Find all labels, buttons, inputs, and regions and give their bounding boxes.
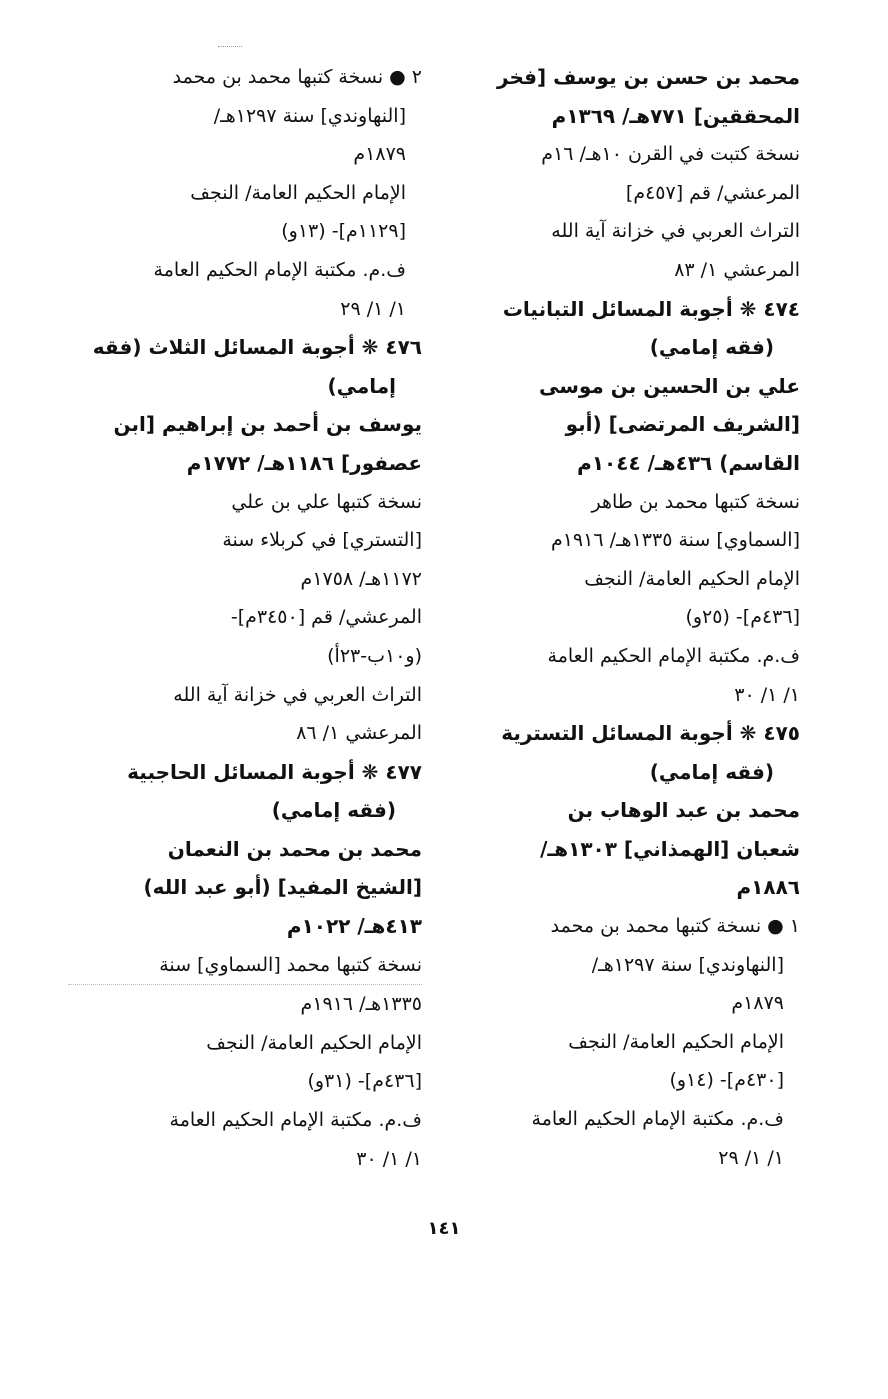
catalog-line: نسخة كتبها محمد بن طاهر bbox=[591, 490, 800, 513]
catalog-line: محمد بن حسن بن يوسف [فخر bbox=[497, 65, 800, 89]
catalog-line: نسخة كتبت في القرن ١٠هـ/ ١٦م bbox=[541, 143, 800, 166]
catalog-line: يوسف بن أحمد بن إبراهيم [ابن bbox=[113, 412, 422, 437]
catalog-line: المرعشي/ قم [٤٥٧م] bbox=[625, 181, 800, 204]
catalog-line: ف.م. مكتبة الإمام الحكيم العامة bbox=[531, 1108, 784, 1131]
catalog-line: القاسم) ٤٣٦هـ/ ١٠٤٤م bbox=[577, 450, 800, 475]
top-dotted-mark bbox=[218, 46, 242, 47]
catalog-line: [٤٣٦م]- (٢٥و) bbox=[685, 606, 800, 629]
catalog-line: ف.م. مكتبة الإمام الحكيم العامة bbox=[153, 258, 406, 281]
catalog-line: عصفور] ١١٨٦هـ/ ١٧٧٢م bbox=[186, 450, 422, 475]
catalog-line: ١٨٨٦م bbox=[736, 875, 800, 900]
catalog-line: علي بن الحسين بن موسى bbox=[538, 373, 800, 398]
catalog-line: ١/ ١/ ٣٠ bbox=[356, 1147, 422, 1170]
catalog-line: ٤١٣هـ/ ١٠٢٢م bbox=[286, 914, 422, 939]
catalog-line: [الشيخ المفيد] (أبو عبد الله) bbox=[143, 875, 422, 900]
catalog-line: المحققين] ٧٧١هـ/ ١٣٦٩م bbox=[551, 103, 800, 128]
catalog-line: [السماوي] سنة ١٣٣٥هـ/ ١٩١٦م bbox=[550, 529, 800, 552]
catalog-line: شعبان [الهمذاني] ١٣٠٣هـ/ bbox=[540, 836, 800, 861]
catalog-line: الإمام الحكيم العامة/ النجف bbox=[190, 181, 406, 204]
catalog-line: ١/ ١/ ٢٩ bbox=[340, 297, 406, 320]
catalog-line: محمد بن عبد الوهاب بن bbox=[567, 798, 800, 823]
catalog-line: الإمام الحكيم العامة/ النجف bbox=[568, 1030, 784, 1053]
catalog-line: ٢ ● نسخة كتبها محمد بن محمد bbox=[172, 66, 422, 88]
catalog-line: (فقه إمامي) bbox=[649, 335, 774, 360]
catalog-line: ١١٧٢هـ/ ١٧٥٨م bbox=[300, 567, 422, 590]
right-column bbox=[444, 58, 800, 1177]
catalog-line: المرعشي ١/ ٨٣ bbox=[674, 258, 800, 281]
catalog-line: المرعشي ١/ ٨٦ bbox=[296, 722, 422, 745]
catalog-line: نسخة كتبها محمد [السماوي] سنة bbox=[68, 946, 422, 986]
catalog-line: [النهاوندي] سنة ١٢٩٧هـ/ bbox=[591, 953, 784, 976]
catalog-line: إمامي) bbox=[327, 373, 396, 398]
page-number: ١٤١ bbox=[427, 1218, 461, 1239]
catalog-line: محمد بن محمد بن النعمان bbox=[167, 836, 422, 861]
catalog-line: الإمام الحكيم العامة/ النجف bbox=[206, 1031, 422, 1054]
catalog-line: التراث العربي في خزانة آية الله bbox=[551, 220, 800, 243]
catalog-line: [١١٢٩م]- (١٣و) bbox=[281, 220, 406, 243]
catalog-line: (فقه إمامي) bbox=[271, 798, 396, 823]
catalog-line: نسخة كتبها علي بن علي bbox=[231, 490, 422, 513]
catalog-line: ٤٧٧ ❋ أجوبة المسائل الحاجبية bbox=[127, 759, 422, 784]
catalog-line: ١/ ١/ ٢٩ bbox=[718, 1146, 784, 1169]
catalog-line: ١٨٧٩م bbox=[353, 143, 406, 166]
catalog-line: ف.م. مكتبة الإمام الحكيم العامة bbox=[169, 1109, 422, 1132]
catalog-line: ١٣٣٥هـ/ ١٩١٦م bbox=[300, 993, 422, 1016]
catalog-line: ف.م. مكتبة الإمام الحكيم العامة bbox=[547, 644, 800, 667]
catalog-line: الإمام الحكيم العامة/ النجف bbox=[584, 567, 800, 590]
left-column bbox=[68, 58, 422, 1178]
catalog-line: ١٨٧٩م bbox=[731, 992, 784, 1015]
catalog-line: (و١٠ب-٢٣أ) bbox=[327, 644, 422, 667]
catalog-line: [التستري] في كربلاء سنة bbox=[222, 529, 422, 552]
catalog-line: ٤٧٤ ❋ أجوبة المسائل التبانيات bbox=[502, 296, 800, 321]
catalog-line: [٤٣٦م]- (٣١و) bbox=[307, 1070, 422, 1093]
catalog-line: ٤٧٥ ❋ أجوبة المسائل التسترية bbox=[501, 721, 800, 746]
catalog-line: ١ ● نسخة كتبها محمد بن محمد bbox=[550, 915, 800, 938]
catalog-line: المرعشي/ قم [٣٤٥٠م]- bbox=[230, 606, 422, 629]
catalog-line: [٤٣٠م]- (١٤و) bbox=[669, 1069, 784, 1092]
catalog-line: [الشريف المرتضى] (أبو bbox=[565, 412, 800, 437]
catalog-line: (فقه إمامي) bbox=[649, 759, 774, 784]
catalog-line: [النهاوندي] سنة ١٢٩٧هـ/ bbox=[213, 104, 406, 127]
catalog-line: ١/ ١/ ٣٠ bbox=[734, 683, 800, 706]
catalog-line: ٤٧٦ ❋ أجوبة المسائل الثلاث (فقه bbox=[92, 335, 422, 360]
catalog-line: التراث العربي في خزانة آية الله bbox=[173, 683, 422, 706]
